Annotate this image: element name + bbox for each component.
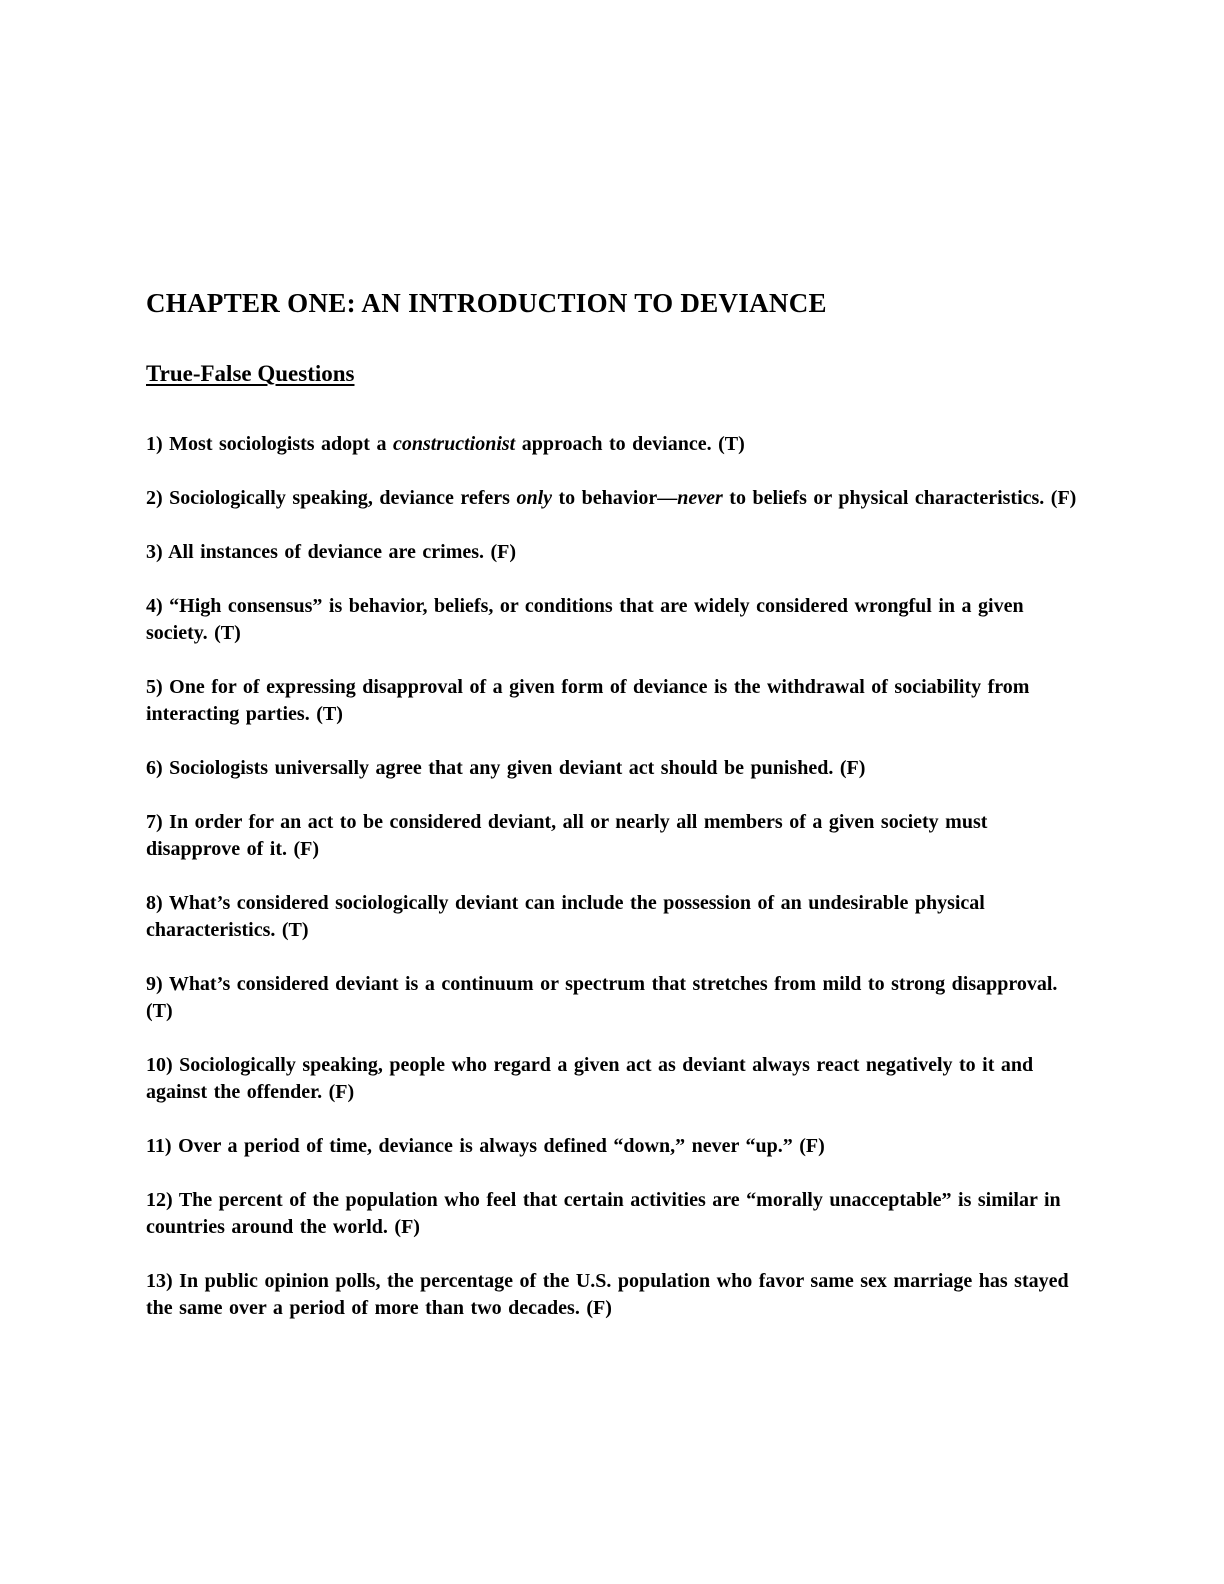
question-text: approach to deviance. (T): [515, 433, 745, 455]
question-text: In public opinion polls, the percentage of the U.S. population who favor same sex marriage has stayed the same over a period of more than two decades. (F): [146, 1270, 1069, 1319]
question-text: Sociologically speaking, deviance refers: [169, 487, 517, 509]
question-number: 12): [146, 1189, 179, 1211]
question-number: 10): [146, 1054, 180, 1076]
question-text-italic: never: [677, 487, 723, 509]
question-number: 13): [146, 1270, 180, 1292]
question-text: “High consensus” is behavior, beliefs, or conditions that are widely considered wrongful in a given society. (T): [146, 595, 1024, 644]
question: [146, 539, 1084, 566]
question-text: Over a period of time, deviance is always defined “down,” never “up.” (F): [178, 1135, 825, 1157]
question-text: What’s considered deviant is a continuum or spectrum that stretches from mild to strong disapproval. (T): [146, 973, 1058, 1022]
question: [146, 1268, 1084, 1322]
page-content: [146, 288, 1084, 1349]
question-number: 8): [146, 892, 169, 914]
question-text: to behavior—: [552, 487, 678, 509]
question-number: 9): [146, 973, 169, 995]
page-title: CHAPTER ONE: AN INTRODUCTION TO DEVIANCE: [146, 288, 827, 318]
section-heading: True-False Questions: [146, 361, 355, 386]
question: [146, 674, 1084, 728]
question-text: One for of expressing disapproval of a given form of deviance is the withdrawal of sociability from interacting parties. (T): [146, 676, 1030, 725]
question: [146, 431, 1084, 458]
question-number: 11): [146, 1135, 179, 1157]
question: [146, 755, 1084, 782]
question-text: Sociologically speaking, people who regard a given act as deviant always react negatively to it and against the offender. (F): [146, 1054, 1034, 1103]
question: [146, 593, 1084, 647]
questions-list: [146, 431, 1084, 1322]
question-number: 3): [146, 541, 169, 563]
question-number: 6): [146, 757, 170, 779]
question-text: All instances of deviance are crimes. (F): [168, 541, 517, 563]
question-text: Most sociologists adopt a: [169, 433, 393, 455]
question: [146, 809, 1084, 863]
question-number: 4): [146, 595, 170, 617]
question-text: The percent of the population who feel that certain activities are “morally unacceptable” is similar in countries around the world. (F): [146, 1189, 1061, 1238]
question: [146, 971, 1084, 1025]
question-text: to beliefs or physical characteristics. (F): [722, 487, 1077, 509]
question-number: 2): [146, 487, 170, 509]
question-number: 5): [146, 676, 170, 698]
question-number: 1): [146, 433, 170, 455]
question-text: What’s considered sociologically deviant can include the possession of an undesirable physical characteristics. (T): [146, 892, 985, 941]
question: [146, 1052, 1084, 1106]
question: [146, 1187, 1084, 1241]
question-text: Sociologists universally agree that any given deviant act should be punished. (F): [169, 757, 866, 779]
question-text-italic: constructionist: [392, 433, 516, 455]
question: [146, 1133, 1084, 1160]
question: [146, 485, 1084, 512]
question-text-italic: only: [516, 487, 553, 509]
question-number: 7): [146, 811, 170, 833]
question: [146, 890, 1084, 944]
question-text: In order for an act to be considered deviant, all or nearly all members of a given society must disapprove of it. (F): [146, 811, 988, 860]
